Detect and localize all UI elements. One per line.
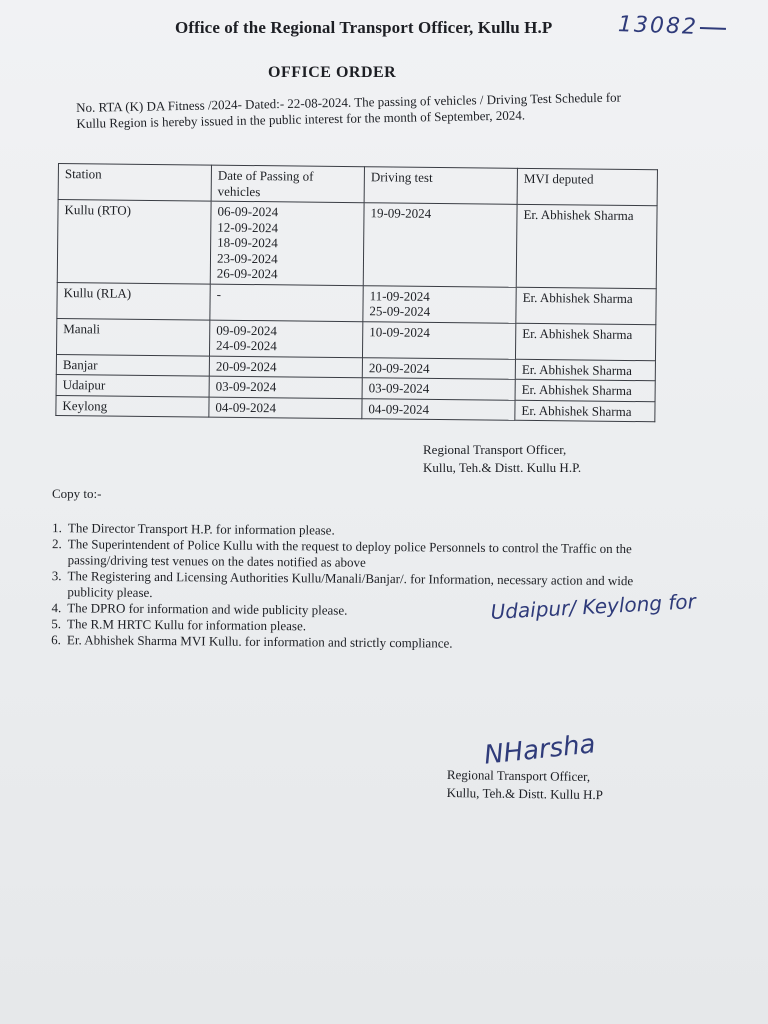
table-row xyxy=(57,282,656,324)
cell-station: Keylong xyxy=(56,395,209,417)
copy-list-number: 3. xyxy=(51,568,62,584)
copy-list-text: The Superintendent of Police Kullu with the request to deploy police Personnels to control the Traffic on the passing/driving test venues on the dates notified as above xyxy=(67,536,632,570)
copy-list-number: 6. xyxy=(51,632,62,648)
cell-passing-dates: - xyxy=(210,284,363,322)
cell-mvi: Er. Abhishek Sharma xyxy=(516,204,657,288)
handwritten-signature: NHarsha xyxy=(482,729,597,771)
cell-station: Manali xyxy=(56,318,209,356)
cell-passing-dates: 03-09-2024 xyxy=(209,376,362,398)
copy-to-list xyxy=(39,520,680,654)
copy-list-text: Er. Abhishek Sharma MVI Kullu. for information and strictly compliance. xyxy=(66,632,453,651)
copy-list-number: 1. xyxy=(52,520,62,536)
office-heading: Office of the Regional Transport Officer, Kullu H.P xyxy=(175,18,553,37)
cell-passing-dates: 04-09-2024 xyxy=(209,397,362,419)
copy-list-text: The Registering and Licensing Authorities Kullu/Manali/Banjar/. for Information, necessary action and wide publicity please. xyxy=(67,568,634,600)
handwritten-reference-number: 13082 xyxy=(618,12,727,41)
copy-list-number: 5. xyxy=(51,616,62,632)
cell-passing-dates: 09-09-2024 24-09-2024 xyxy=(209,320,362,358)
cell-driving-test: 04-09-2024 xyxy=(362,398,515,420)
cell-station: Banjar xyxy=(56,354,209,376)
header-station: Station xyxy=(58,164,211,202)
table-row xyxy=(56,318,655,360)
order-title: OFFICE ORDER xyxy=(268,64,397,81)
cell-station: Kullu (RLA) xyxy=(57,282,210,320)
cell-mvi: Er. Abhishek Sharma xyxy=(515,379,655,401)
cell-station: Kullu (RTO) xyxy=(57,200,211,284)
cell-mvi: Er. Abhishek Sharma xyxy=(515,400,655,422)
cell-driving-test: 11-09-2024 25-09-2024 xyxy=(363,285,516,323)
signatory-title: Regional Transport Officer, xyxy=(423,442,567,457)
header-passing-date: Date of Passing of vehicles xyxy=(211,165,364,203)
copy-list-text: The Director Transport H.P. for information please. xyxy=(67,520,335,538)
copy-list-number: 4. xyxy=(51,600,62,616)
cell-driving-test: 03-09-2024 xyxy=(362,378,515,400)
signature-block-bottom xyxy=(446,766,603,804)
cell-driving-test: 10-09-2024 xyxy=(362,321,515,359)
cell-passing-dates: 06-09-2024 12-09-2024 18-09-2024 23-09-2024 26-09-2024 xyxy=(210,201,364,285)
signature-block-top xyxy=(423,441,581,477)
schedule-table xyxy=(55,163,658,422)
signatory-address: Kullu, Teh.& Distt. Kullu H.P xyxy=(446,784,604,803)
cell-driving-test: 19-09-2024 xyxy=(363,203,517,287)
copy-list-text: The R.M HRTC Kullu for information please. xyxy=(67,616,307,634)
copy-list-number: 2. xyxy=(51,536,62,552)
cell-mvi: Er. Abhishek Sharma xyxy=(515,323,655,360)
copy-list-text: The DPRO for information and wide publicity please. xyxy=(67,600,348,618)
cell-station: Udaipur xyxy=(56,374,209,396)
header-mvi-deputed: MVI deputed xyxy=(517,168,657,205)
copy-to-label: Copy to:- xyxy=(52,486,102,501)
table-row xyxy=(57,200,657,289)
handwritten-addition: Udaipur/ Keylong for xyxy=(490,589,697,624)
cell-mvi: Er. Abhishek Sharma xyxy=(515,359,655,381)
signatory-address: Kullu, Teh.& Distt. Kullu H.P. xyxy=(423,460,582,475)
order-intro-paragraph: No. RTA (K) DA Fitness /2024- Dated:- 22-08-2024. The passing of vehicles / Driving Test Schedule for Kullu Region is hereby issued in the public interest for the month of September, 2024. xyxy=(76,89,622,131)
cell-passing-dates: 20-09-2024 xyxy=(209,356,362,378)
signatory-title: Regional Transport Officer, xyxy=(446,766,591,784)
header-driving-test: Driving test xyxy=(364,167,517,205)
cell-mvi: Er. Abhishek Sharma xyxy=(516,287,656,324)
cell-driving-test: 20-09-2024 xyxy=(362,357,515,379)
table-header-row xyxy=(58,164,657,206)
